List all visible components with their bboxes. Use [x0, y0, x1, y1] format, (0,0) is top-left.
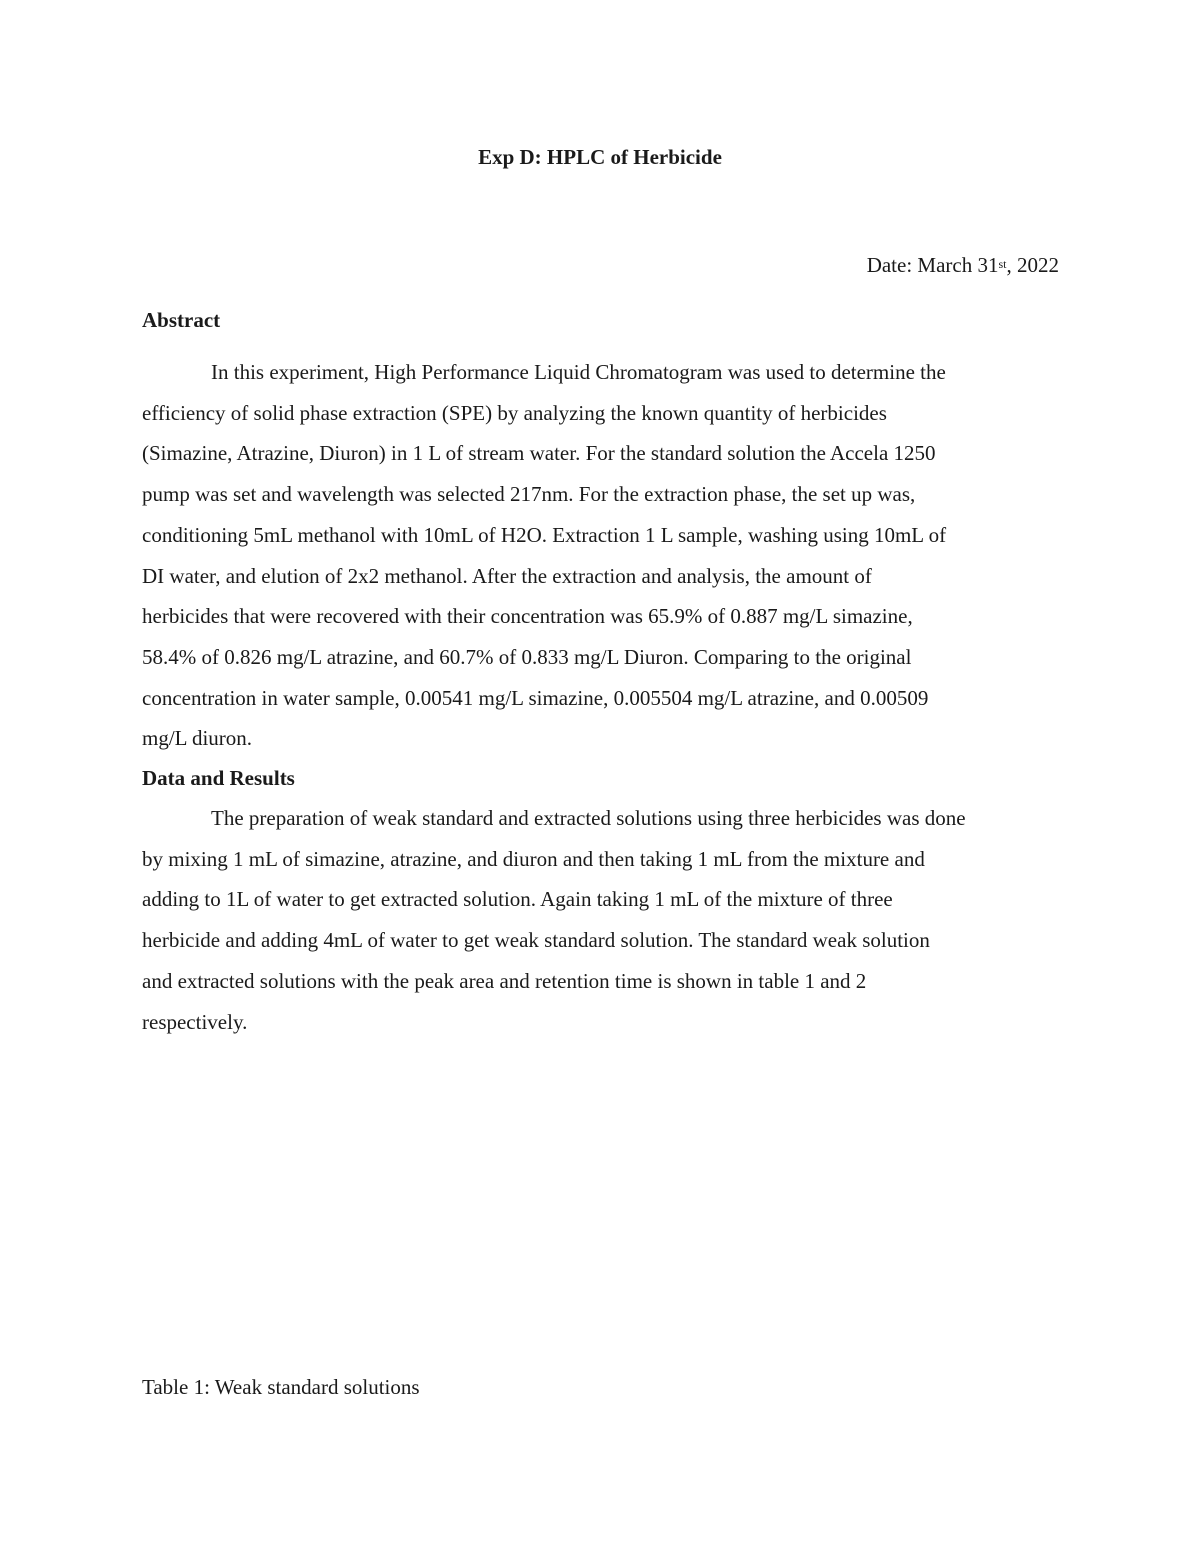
data-results-line: adding to 1L of water to get extracted solution. Again taking 1 mL of the mixture of three: [142, 887, 893, 912]
data-results-heading: Data and Results: [142, 766, 295, 790]
document-title: Exp D: HPLC of Herbicide: [478, 145, 722, 169]
data-results-line: by mixing 1 mL of simazine, atrazine, and diuron and then taking 1 mL from the mixture and: [142, 846, 925, 871]
date-ordinal: st: [998, 257, 1007, 271]
abstract-line: pump was set and wavelength was selected 217nm. For the extraction phase, the set up was,: [142, 482, 916, 507]
data-results-line: herbicide and adding 4mL of water to get weak standard solution. The standard weak solution: [142, 928, 930, 953]
abstract-heading: Abstract: [142, 308, 221, 332]
abstract-line: In this experiment, High Performance Liquid Chromatogram was used to determine the: [211, 360, 946, 384]
abstract-line: (Simazine, Atrazine, Diuron) in 1 L of stream water. For the standard solution the Accela 1250: [142, 441, 936, 466]
document-date: [867, 250, 1059, 280]
date-prefix: Date: March 31: [866, 253, 999, 277]
date-suffix: , 2022: [1006, 253, 1059, 277]
abstract-paragraph: [142, 352, 1062, 759]
abstract-line: 58.4% of 0.826 mg/L atrazine, and 60.7% of 0.833 mg/L Diuron. Comparing to the original: [142, 644, 912, 669]
abstract-line: mg/L diuron.: [142, 726, 253, 751]
abstract-line: herbicides that were recovered with their concentration was 65.9% of 0.887 mg/L simazine,: [142, 604, 913, 629]
abstract-line: concentration in water sample, 0.00541 mg/L simazine, 0.005504 mg/L atrazine, and 0.00509: [142, 685, 929, 710]
abstract-line: efficiency of solid phase extraction (SPE) by analyzing the known quantity of herbicides: [142, 400, 887, 425]
data-results-line: The preparation of weak standard and extracted solutions using three herbicides was done: [211, 806, 966, 830]
data-results-line: and extracted solutions with the peak area and retention time is shown in table 1 and 2: [142, 968, 867, 993]
abstract-line: DI water, and elution of 2x2 methanol. After the extraction and analysis, the amount of: [142, 563, 872, 588]
data-results-paragraph: [142, 798, 1062, 1042]
table-1-caption: Table 1: Weak standard solutions: [142, 1375, 420, 1399]
abstract-line: conditioning 5mL methanol with 10mL of H2O. Extraction 1 L sample, washing using 10mL of: [142, 522, 947, 547]
data-results-line: respectively.: [142, 1009, 248, 1034]
